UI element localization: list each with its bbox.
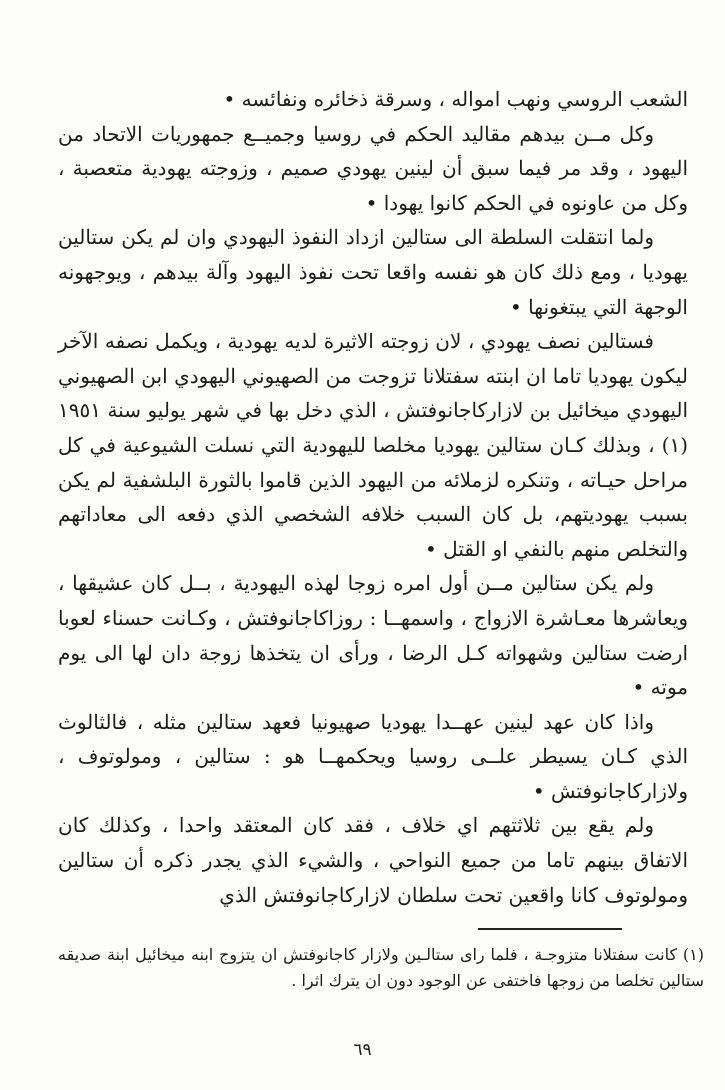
paragraph: فستالين نصف يهودي ، لان زوجته الاثيرة لديه يهودية ، ويكمل نصفه الآخر ليكون يهوديا تاما ان ابنته سفتلانا تزوجت من الصهيوني اليهودي ابن الصهيوني اليهودي ميخائيل بن لازاركاجانوفتش ، الذي دخل بها في شهر يوليو سنة ١٩٥١ (١) ، وبذلك كـان ستالين يهوديا مخلصا لليهودية التي نسلت الشيوعية في كل مراحل حيـاته ، وتنكره لزملائه من اليهود الذين قاموا بالثورة البلشفية لم يكن بسبب يهوديتهم، بل كان السبب خلافه الشخصي الذي دفعه الى معاداتهم والتخلص منهم بالنفي او القتل •: [58, 329, 688, 561]
paragraph: ولم يكن ستالين مــن أول امره زوجا لهذه اليهودية ، بــل كان عشيقها ، ويعاشرها معـاشرة الازواج ، واسمهــا : روزاكاجانوفتش ، وكـانت حسناء لعوبا ارضت ستالين وشهواته كـل الرضا ، ورأى ان يتخذها زوجة دان لها الى يوم موته •: [58, 571, 688, 700]
paragraph: ولم يقع بين ثلاثتهم اي خلاف ، فقد كان المعتقد واحدا ، وكذلك كان الاتفاق بينهم تاما من جميع النواحي ، والشيء الذي يجدر ذكره أن ستالين ومولوتوف كانا واقعين تحت سلطان لازاركاجانوفتش الذي: [58, 813, 688, 907]
paragraph: ولما انتقلت السلطة الى ستالين ازداد النفوذ اليهودي وان لم يكن ستالين يهوديا ، ومع ذلك كان هو نفسه واقعا تحت نفوذ اليهود وآلة بيدهم ، ويوجهونه الوجهة التي يبتغونها •: [58, 225, 688, 319]
footnote: (١) كانت سفتلانا متزوجـة ، فلما راى ستالـين ولازار كاجانوفتش ان يتزوج ابنه ميخائيل ابنة صديقه ستالين تخلصا من زوجها فاختفى عن الوجود دون ان يترك اثرا .: [58, 945, 704, 990]
paragraph: واذا كان عهد لينين عهــدا يهوديا صهيونيا فعهد ستالين مثله ، فالثالوث الذي كـان يسيطر علــى روسيا ويحكمهــا هو : ستالين ، ومولوتوف ، ولازاركاجانوفتش •: [58, 709, 688, 803]
paragraph: الشعب الروسي ونهب امواله ، وسرقة ذخائره ونفائسه •: [223, 87, 688, 111]
main-text: [58, 82, 688, 912]
page-number: ٦٩: [353, 1040, 372, 1060]
footnote-divider: [478, 928, 622, 930]
paragraph: وكل مــن بيدهم مقاليد الحكم في روسيا وجميــع جمهوريات الاتحاد من اليهود ، وقد مر فيما سبق أن لينين يهودي صميم ، وزوجته يهودية متعصبة ، وكل من عاونوه في الحكم كانوا يهودا •: [58, 121, 688, 215]
